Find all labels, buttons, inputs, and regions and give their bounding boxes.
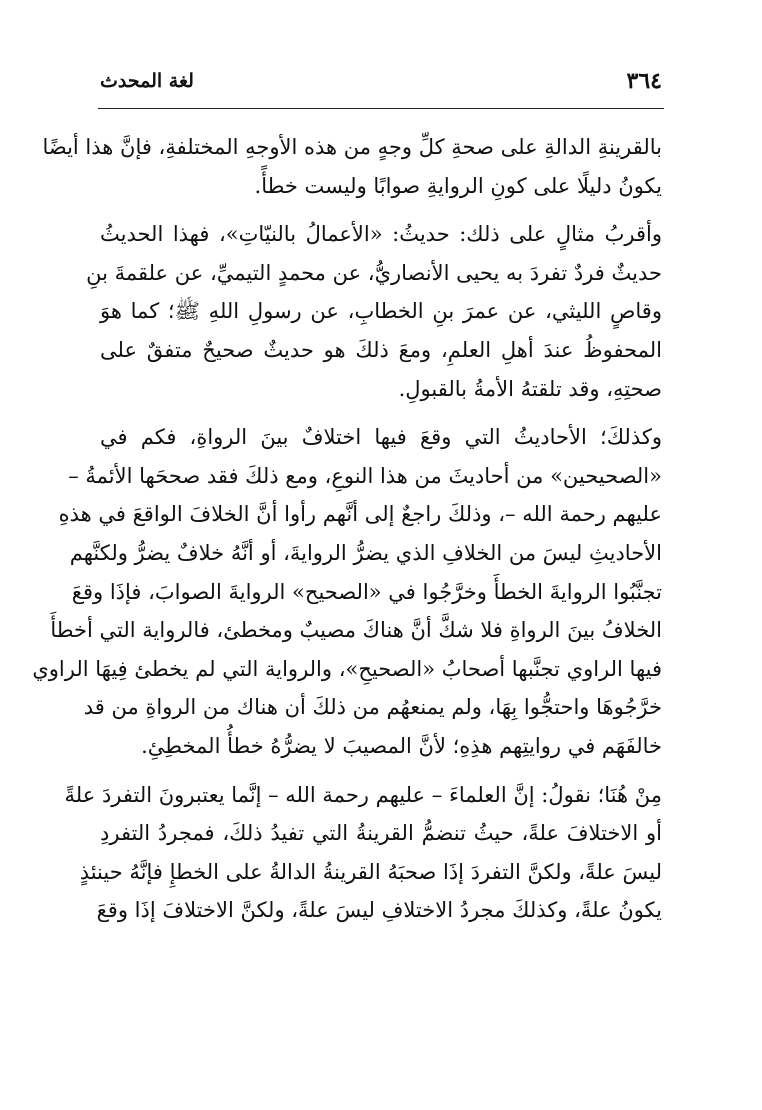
paragraph-1	[42, 128, 662, 205]
text-line: يكونُ علةً، وكذلكَ مجردُ الاختلافِ ليسَ علةً، ولكنَّ الاختلافَ إذَا وقعَ	[96, 898, 662, 923]
text-line: حديثٌ فردٌ تفردَ به يحيى الأنصاريُّ، عن محمدٍ التيميِّ، عن علقمةَ بنِ	[86, 260, 662, 285]
text-line: وقاصٍ الليثي، عن عمرَ بنِ الخطابِ، عن رسولِ اللهِ ﷺ؛ كما هوَ	[100, 299, 662, 324]
text-line: تجنَّبُوا الروايةَ الخطأَ وخرَّجُوا في «الصحيح» الروايةَ الصوابَ، فإذَا وقعَ	[71, 579, 662, 604]
text-line: مِنْ هُنَا؛ نقولُ: إنَّ العلماءَ – عليهم رحمة الله – إنَّما يعتبرونَ التفردَ علةً	[64, 782, 662, 807]
body-text	[32, 128, 662, 940]
paragraph-4	[64, 776, 662, 930]
text-line: «الصحيحين» من أحاديثَ من هذا النوعِ، ومع ذلكَ فقد صححَها الأئمةُ –	[68, 463, 662, 488]
text-line: الخلافُ بينَ الرواةِ فلا شكَّ أنَّ هناكَ مصيبٌ ومخطئ، فالرواية التي أخطأَ	[50, 618, 662, 643]
text-line: بالقرينةِ الدالةِ على صحةِ كلِّ وجهٍ من هذه الأوجهِ المختلفةِ، فإنَّ هذا أيضًا	[42, 135, 662, 159]
text-line: الأحاديثِ ليسَ من الخلافِ الذي يضرُّ الروايةَ، أو أنَّهُ خلافٌ يضرُّ ولكنَّهم	[69, 540, 662, 565]
text-line: صحتِهِ، وقد تلقتهُ الأمةُ بالقبولِ.	[398, 376, 662, 401]
paragraph-3	[32, 418, 662, 765]
text-line: يكونُ دليلًا على كونِ الروايةِ صوابًا وليست خطأً.	[254, 173, 662, 198]
text-line: ليسَ علةً، ولكنَّ التفردَ إذَا صحبَهُ القرينةُ الدالةُ على الخطإِ فإنَّهُ حينئذٍ	[79, 859, 662, 884]
text-line: وأقربُ مثالٍ على ذلك: حديثُ: «الأعمالُ بالنيّاتِ»، فهذا الحديثُ	[100, 222, 662, 247]
page-header	[100, 68, 662, 102]
text-line: المحفوظُ عندَ أهلِ العلمِ، ومعَ ذلكَ هو حديثٌ صحيحٌ متفقٌ على	[100, 337, 662, 362]
text-line: فيها الراوي تجنَّبها أصحابُ «الصحيحِ»، والرواية التي لم يخطئ فِيهَا الراوي	[32, 656, 662, 681]
text-line: وكذلكَ؛ الأحاديثُ التي وقعَ فيها اختلافٌ بينَ الرواةِ، فكم في	[100, 425, 662, 450]
text-line: خالفَهَم في روايتِهم هذِهِ؛ لأنَّ المصيبَ لا يضرُّهُ خطأُ المخطِئِ.	[141, 733, 662, 758]
text-line: عليهم رحمة الله –، وذلكَ راجعٌ إلى أنَّهم رأوا أنَّ الخلافَ الواقعَ في هذهِ	[58, 502, 662, 527]
header-divider	[98, 108, 664, 109]
running-title: لغة المحدث	[100, 70, 194, 92]
page-number: ٣٦٤	[626, 68, 662, 94]
text-line: أو الاختلافَ علةً، حيثُ تنضمُّ القرينةُ التي تفيدُ ذلكَ، فمجردُ التفردِ	[100, 821, 662, 846]
text-line: خرَّجُوهَا واحتجُّوا بِهَا، ولم يمنعهُم من ذلكَ أن هناك من الرواةِ من قد	[83, 695, 662, 720]
paragraph-2	[86, 215, 662, 408]
